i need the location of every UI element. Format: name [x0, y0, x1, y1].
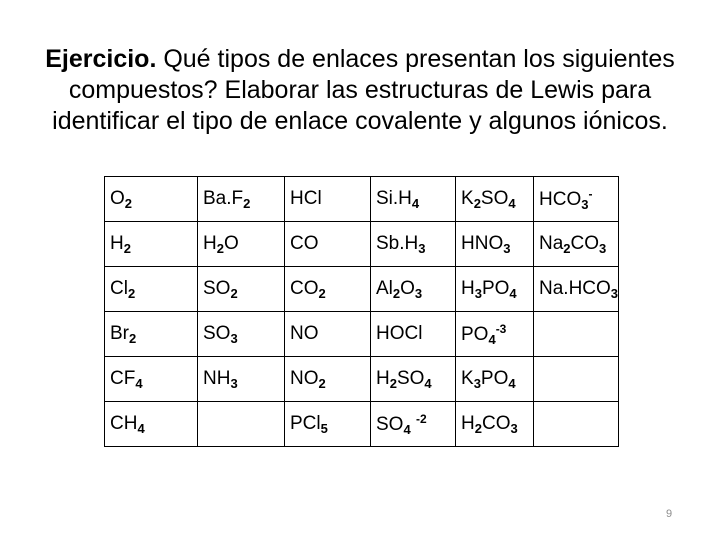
exercise-label: Ejercicio.: [45, 45, 157, 73]
compound-cell: $CO_2$: [285, 267, 371, 312]
compound-cell: $O_2$: [105, 177, 198, 222]
compound-cell: $SO_4$ $^{-2}$: [371, 402, 456, 447]
compound-cell: CO: [285, 222, 371, 267]
compound-cell: $CH_4$: [105, 402, 198, 447]
compound-cell: $K_3PO_4$: [456, 357, 534, 402]
compound-cell: HCl: [285, 177, 371, 222]
compound-cell: HOCl: [371, 312, 456, 357]
compound-cell: $Na_2CO_3$: [534, 222, 619, 267]
empty-cell: [534, 312, 619, 357]
compound-cell: $H_3PO_4$: [456, 267, 534, 312]
compound-cell: $SO_2$: [198, 267, 285, 312]
empty-cell: [534, 357, 619, 402]
table-row: [105, 267, 619, 312]
compound-cell: NO: [285, 312, 371, 357]
compound-cell: $PO_4^{-3}$: [456, 312, 534, 357]
compound-cell: $H_2O$: [198, 222, 285, 267]
compound-cell: $Al_2O_3$: [371, 267, 456, 312]
compound-cell: PCl$_5$: [285, 402, 371, 447]
empty-cell: [534, 402, 619, 447]
table-row: [105, 357, 619, 402]
compound-cell: $HCO_3^-$: [534, 177, 619, 222]
compound-cell: $NH_3$: [198, 357, 285, 402]
exercise-title: [20, 44, 700, 137]
compound-cell: $H_2SO_4$: [371, 357, 456, 402]
compound-cell: $Br_2$: [105, 312, 198, 357]
compound-cell: $K_2SO_4$: [456, 177, 534, 222]
exercise-text: Qué tipos de enlaces presentan los siguientes compuestos? Elaborar las estructuras de Lewis para identificar el tipo de enlace covalente y algunos iónicos.: [52, 45, 675, 135]
compound-cell: $H_2CO_3$: [456, 402, 534, 447]
table-row: [105, 222, 619, 267]
compound-cell: $HNO_3$: [456, 222, 534, 267]
compound-cell: $Ba.F_2$: [198, 177, 285, 222]
empty-cell: [198, 402, 285, 447]
table-row: [105, 402, 619, 447]
table-row: [105, 177, 619, 222]
compound-cell: $Sb.H_3$: [371, 222, 456, 267]
table-row: [105, 312, 619, 357]
compound-cell: $H_2$: [105, 222, 198, 267]
compound-cell: $Si.H_4$: [371, 177, 456, 222]
compounds-table: [104, 176, 619, 447]
compound-cell: $CF_4$: [105, 357, 198, 402]
compound-cell: $Na.HCO_3$: [534, 267, 619, 312]
compound-cell: $SO_3$: [198, 312, 285, 357]
slide-number: 9: [666, 508, 673, 520]
compound-cell: $Cl_2$: [105, 267, 198, 312]
compound-cell: $NO_2$: [285, 357, 371, 402]
